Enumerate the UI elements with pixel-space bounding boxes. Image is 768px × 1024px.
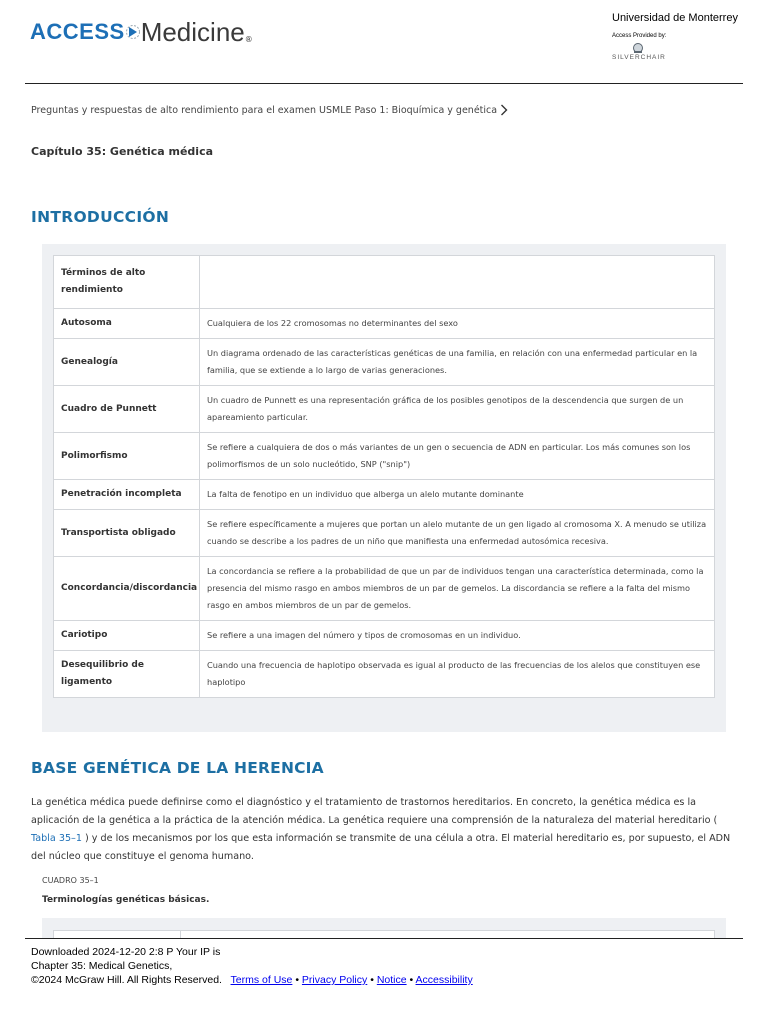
term-cell: Genealogía (54, 339, 200, 386)
table-row (54, 480, 715, 510)
breadcrumb[interactable] (31, 104, 508, 116)
logo-arrow-icon (126, 17, 140, 47)
logo-medicine-text: Medicine (140, 16, 245, 47)
table-header-row (54, 256, 715, 309)
term-cell: Cariotipo (54, 621, 200, 651)
body-paragraph (31, 794, 741, 866)
footer-copyright: ©2024 McGraw Hill. All Rights Reserved. (31, 974, 222, 986)
footer-copyright-line (31, 973, 473, 987)
terms-table-container (42, 244, 726, 732)
silverchair-emblem-icon (612, 42, 672, 54)
chapter-title: Capítulo 35: Genética médica (31, 145, 214, 158)
table-header-cell: Términos de alto rendimiento (54, 256, 200, 309)
term-cell: Polimorfismo (54, 433, 200, 480)
notice-link[interactable]: Notice (376, 974, 407, 986)
definition-cell: Se refiere específicamente a mujeres que portan un alelo mutante de un gen ligado al cromosoma X. A menudo se utiliza cuando se describe a los padres de un niño que manifiesta una enfermedad autosómica recesiva. (200, 510, 715, 557)
definition-cell: Cualquiera de los 22 cromosomas no determinantes del sexo (200, 309, 715, 339)
definition-cell: La concordancia se refiere a la probabilidad de que un par de individuos tengan una característica determinada, como la presencia del mismo rasgo en ambos miembros de un par de gemelos. La discordancia se refiere a la falta del mismo rasgo en ambos miembros de un par de gemelos. (200, 557, 715, 621)
chevron-right-icon (500, 104, 508, 116)
paragraph-text-after: ) y de los mecanismos por los que esta información se transmite de una célula a otra. El material hereditario es, por supuesto, el ADN del núcleo que constituye el genoma humano. (31, 833, 731, 862)
definition-cell: Se refiere a una imagen del número y tipos de cromosomas en un individuo. (200, 621, 715, 651)
term-cell: Penetración incompleta (54, 480, 200, 510)
table-35-1-link[interactable]: Tabla 35–1 (31, 833, 82, 844)
institution-name: Universidad de Monterrey (612, 12, 738, 24)
table-row (54, 339, 715, 386)
definition-cell: La falta de fenotipo en un individuo que alberga un alelo mutante dominante (200, 480, 715, 510)
table-row (54, 621, 715, 651)
footer-text (31, 945, 473, 987)
silverchair-text: SILVERCHAIR (612, 54, 666, 61)
section-heading-introduccion: INTRODUCCIÓN (31, 208, 170, 226)
cuadro-title: Terminologías genéticas básicas. (42, 895, 210, 905)
term-cell: Autosoma (54, 309, 200, 339)
term-cell: Cuadro de Punnett (54, 386, 200, 433)
table-row (54, 433, 715, 480)
definition-cell: Cuando una frecuencia de haplotipo observada es igual al producto de las frecuencias de los alelos que constituyen ese haplotipo (200, 651, 715, 698)
definition-cell: Un cuadro de Punnett es una representación gráfica de los posibles genotipos de la descendencia que surgen de un apareamiento particular. (200, 386, 715, 433)
header-divider (25, 83, 743, 84)
definition-cell: Se refiere a cualquiera de dos o más variantes de un gen o secuencia de ADN en particular. Los más comunes son los polimorfismos de un solo nucleótido, SNP ("snip") (200, 433, 715, 480)
download-footer (0, 938, 768, 1024)
paragraph-text-before: La genética médica puede definirse como el diagnóstico y el tratamiento de trastornos hereditarios. En concreto, la genética médica es la aplicación de la genética a la práctica de la atención médica. La genética requiere una comprensión de la naturaleza del material hereditario ( (31, 797, 718, 826)
terms-of-use-link[interactable]: Terms of Use (230, 974, 293, 986)
term-cell: Concordancia/discordancia (54, 557, 200, 621)
accessibility-link[interactable]: Accessibility (415, 974, 473, 986)
footer-divider (25, 938, 743, 939)
table-row (54, 510, 715, 557)
table-header-empty-cell (200, 256, 715, 309)
term-cell: Desequilibrio de ligamento (54, 651, 200, 698)
table-row (54, 651, 715, 698)
table-row (54, 386, 715, 433)
high-yield-terms-table (53, 255, 715, 698)
table-row (54, 309, 715, 339)
footer-separator: • (295, 974, 299, 986)
term-cell: Transportista obligado (54, 510, 200, 557)
logo-registered-mark: ® (244, 35, 253, 44)
table-row (54, 557, 715, 621)
definition-cell: Un diagrama ordenado de las características genéticas de una familia, en relación con una enfermedad particular en la familia, que se extiende a lo largo de varias generaciones. (200, 339, 715, 386)
footer-separator: • (370, 974, 374, 986)
footer-downloaded: Downloaded 2024-12-20 2:8 P Your IP is (31, 946, 221, 958)
section-heading-base-genetica: BASE GENÉTICA DE LA HERENCIA (31, 759, 324, 777)
breadcrumb-book-title[interactable]: Preguntas y respuestas de alto rendimiento para el examen USMLE Paso 1: Bioquímica y genética (31, 104, 498, 116)
footer-chapter: Chapter 35: Medical Genetics, (31, 960, 173, 972)
privacy-policy-link[interactable]: Privacy Policy (301, 974, 368, 986)
accessmedicine-logo[interactable] (30, 10, 253, 54)
cuadro-label: CUADRO 35–1 (42, 876, 99, 885)
silverchair-logo (612, 42, 672, 64)
access-provided-label: Access Provided by: (612, 33, 667, 39)
logo-access-text: ACCESS (30, 19, 125, 44)
footer-separator: • (409, 974, 414, 986)
